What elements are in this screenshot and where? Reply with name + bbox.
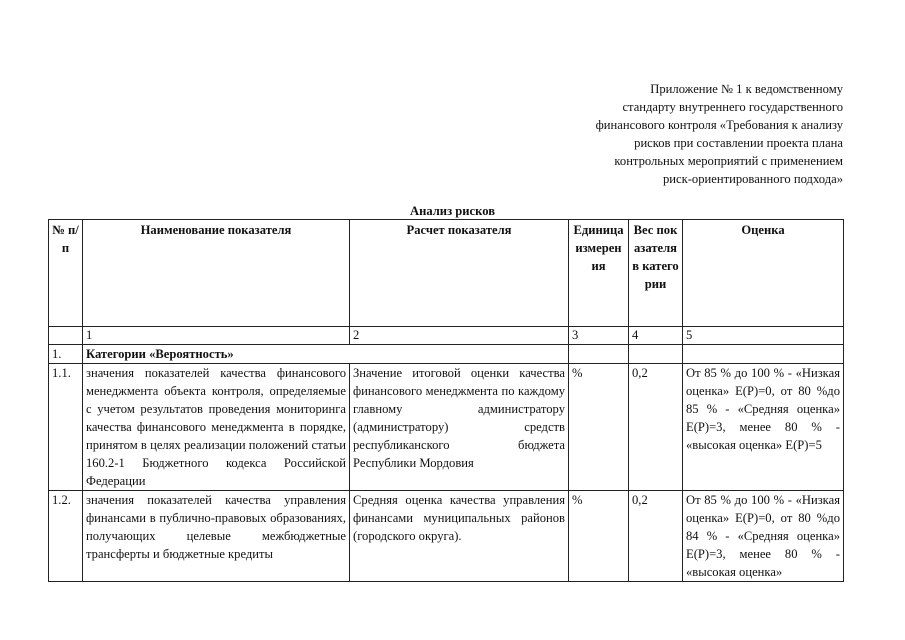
- table-row: [49, 491, 844, 582]
- column-number: 1: [83, 327, 350, 345]
- category-label: Категории «Вероятность»: [83, 345, 350, 364]
- category-empty-cell: [569, 345, 629, 364]
- indicator-name: значения показателей качества управления финансами в публично-правовых образованиях, получающих целевые межбюджетные трансферты и бюджетные кредиты: [83, 491, 350, 582]
- appendix-line: риск-ориентированного подхода»: [662, 172, 843, 186]
- category-num: 1.: [49, 345, 83, 364]
- category-row: [49, 345, 844, 364]
- indicator-weight: 0,2: [629, 491, 683, 582]
- category-empty-cell: [629, 345, 683, 364]
- header-num: № п/п: [49, 220, 83, 327]
- column-number: 4: [629, 327, 683, 345]
- appendix-line: контрольных мероприятий с применением: [614, 154, 843, 168]
- appendix-header: [513, 80, 843, 188]
- indicator-weight: 0,2: [629, 364, 683, 491]
- row-num: 1.2.: [49, 491, 83, 582]
- indicator-calc: Значение итоговой оценки качества финансового менеджмента по каждому главному администратору (администратору) средств республиканского бюджета Республики Мордовия: [350, 364, 569, 491]
- appendix-line: стандарту внутреннего государственного: [622, 100, 843, 114]
- indicator-calc: Средняя оценка качества управления финансами муниципальных районов (городского округа).: [350, 491, 569, 582]
- header-weight: Вес показателя в категории: [629, 220, 683, 327]
- table-row: [49, 364, 844, 491]
- indicator-unit: %: [569, 491, 629, 582]
- risk-analysis-table: [48, 219, 844, 582]
- row-num: 1.1.: [49, 364, 83, 491]
- indicator-score: От 85 % до 100 % - «Низкая оценка» E(P)=0, от 80 %до 84 % - «Средняя оценка» E(P)=3, менее 80 % - «высокая оценка»: [683, 491, 844, 582]
- column-number-row: [49, 327, 844, 345]
- header-name: Наименование показателя: [83, 220, 350, 327]
- appendix-line: рисков при составлении проекта плана: [634, 136, 843, 150]
- header-calc: Расчет показателя: [350, 220, 569, 327]
- column-number: [49, 327, 83, 345]
- appendix-line: Приложение № 1 к ведомственному: [650, 82, 843, 96]
- category-spacer: [350, 345, 569, 364]
- column-number: 3: [569, 327, 629, 345]
- column-number: 2: [350, 327, 569, 345]
- indicator-unit: %: [569, 364, 629, 491]
- header-score: Оценка: [683, 220, 844, 327]
- header-unit: Единица измерения: [569, 220, 629, 327]
- column-number: 5: [683, 327, 844, 345]
- category-empty-cell: [683, 345, 844, 364]
- document-title: Анализ рисков: [409, 204, 495, 218]
- indicator-name: значения показателей качества финансового менеджмента объекта контроля, определяемые с учетом результатов проведения мониторинга качества финансового менеджмента в порядке, принятом в целях реализации положений статьи 160.2-1 Бюджетного кодекса Российской Федерации: [83, 364, 350, 491]
- table-header-row: [49, 220, 844, 327]
- indicator-score: От 85 % до 100 % - «Низкая оценка» E(P)=0, от 80 %до 85 % - «Средняя оценка» E(P)=3, менее 80 % - «высокая оценка» E(P)=5: [683, 364, 844, 491]
- appendix-line: финансового контроля «Требования к анализу: [595, 118, 843, 132]
